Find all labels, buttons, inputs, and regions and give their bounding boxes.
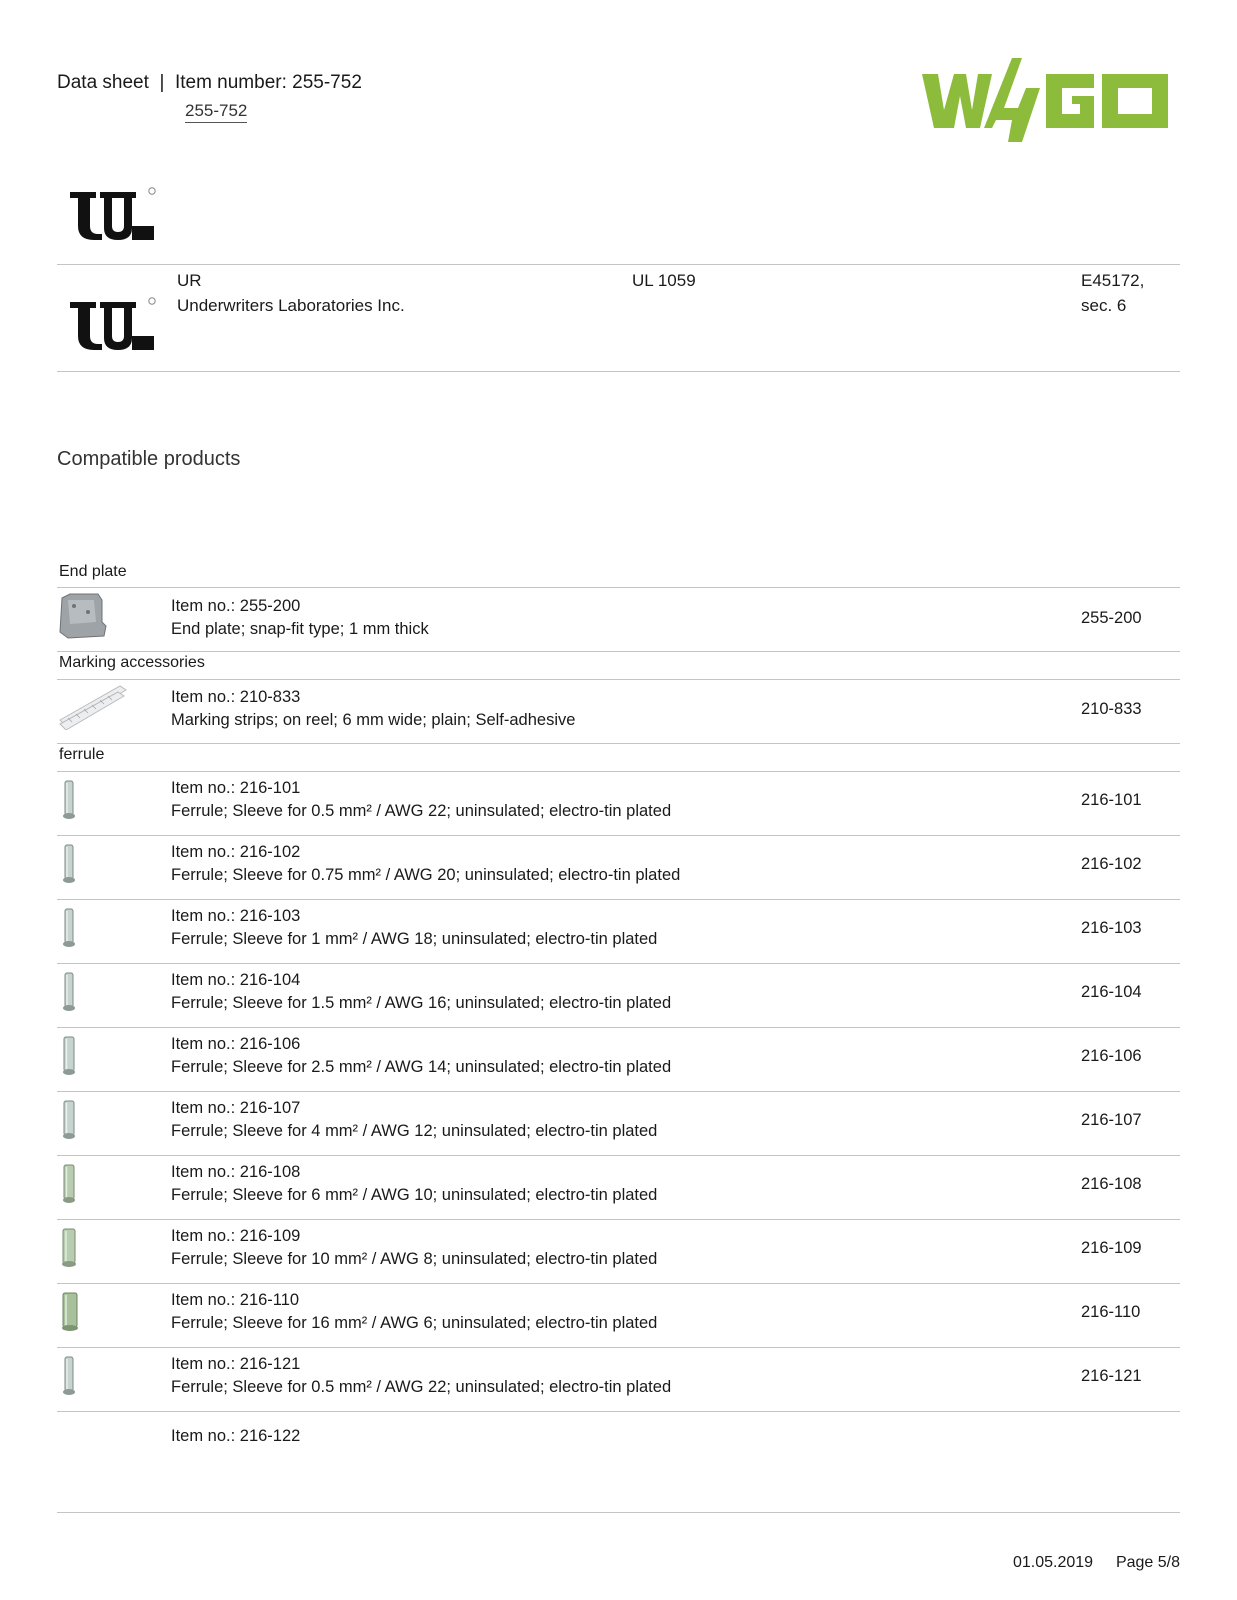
- certificate-file-section: sec. 6: [1081, 296, 1127, 315]
- item-code-link[interactable]: 216-110: [1081, 1303, 1141, 1321]
- divider: [57, 1027, 1180, 1028]
- item-number: Item no.: 216-107: [171, 1099, 301, 1117]
- divider: [57, 1155, 1180, 1156]
- ferrule-icon: [58, 1227, 80, 1269]
- item-description: Ferrule; Sleeve for 4 mm² / AWG 12; uninsulated; electro-tin plated: [171, 1122, 658, 1140]
- ferrule-icon: [58, 907, 80, 949]
- divider: [57, 899, 1180, 900]
- item-code-link[interactable]: 216-107: [1081, 1111, 1142, 1129]
- item-number: Item no.: 216-102: [171, 843, 301, 861]
- ul-recognized-icon: [66, 296, 158, 352]
- certificate-issuer: Underwriters Laboratories Inc.: [177, 296, 405, 315]
- marking-strip-icon: [58, 684, 128, 730]
- item-description: Ferrule; Sleeve for 0.5 mm² / AWG 22; uninsulated; electro-tin plated: [171, 1378, 672, 1396]
- divider: [57, 651, 1180, 652]
- divider: [57, 1283, 1180, 1284]
- divider: [57, 835, 1180, 836]
- ferrule-icon: [58, 971, 80, 1013]
- item-description: Marking strips; on reel; 6 mm wide; plain; Self-adhesive: [171, 711, 576, 729]
- divider: [57, 963, 1180, 964]
- divider: [57, 1091, 1180, 1092]
- item-description: Ferrule; Sleeve for 6 mm² / AWG 10; uninsulated; electro-tin plated: [171, 1186, 658, 1204]
- item-description: End plate; snap-fit type; 1 mm thick: [171, 620, 429, 638]
- end-plate-icon: [58, 592, 108, 640]
- item-code-link[interactable]: 210-833: [1081, 700, 1142, 718]
- group-label-end-plate: End plate: [59, 563, 127, 580]
- divider: [57, 743, 1180, 744]
- item-code-link[interactable]: 216-104: [1081, 983, 1142, 1001]
- certificate-file-number: E45172,: [1081, 271, 1145, 290]
- group-label-ferrule: ferrule: [59, 746, 105, 763]
- item-code-link[interactable]: 216-109: [1081, 1239, 1142, 1257]
- ferrule-icon: [58, 1163, 80, 1205]
- item-number: Item no.: 210-833: [171, 688, 301, 706]
- ferrule-icon: [58, 779, 80, 821]
- divider: [57, 679, 1180, 680]
- ferrule-icon: [58, 1099, 80, 1141]
- item-number: Item no.: 216-108: [171, 1163, 301, 1181]
- footer-divider: [57, 1512, 1180, 1513]
- divider: [57, 1219, 1180, 1220]
- ferrule-icon: [58, 843, 80, 885]
- section-heading: Compatible products: [57, 448, 241, 470]
- ul-recognized-icon: [66, 186, 158, 242]
- item-code-link[interactable]: 255-200: [1081, 609, 1142, 627]
- item-description: Ferrule; Sleeve for 1 mm² / AWG 18; uninsulated; electro-tin plated: [171, 930, 658, 948]
- item-code-link[interactable]: 216-102: [1081, 855, 1142, 873]
- item-number: Item no.: 216-101: [171, 779, 301, 797]
- item-number: Item no.: 216-106: [171, 1035, 301, 1053]
- divider: [57, 1411, 1180, 1412]
- item-number: Item no.: 216-103: [171, 907, 301, 925]
- item-description: Ferrule; Sleeve for 10 mm² / AWG 8; uninsulated; electro-tin plated: [171, 1250, 658, 1268]
- group-label-marking-accessories: Marking accessories: [59, 654, 205, 671]
- divider: [57, 587, 1180, 588]
- ferrule-icon: [58, 1291, 82, 1333]
- certificate-standard: UL 1059: [632, 271, 696, 290]
- footer-page-number: Page 5/8: [1115, 1554, 1180, 1571]
- ferrule-icon: [58, 1035, 80, 1077]
- item-code-link[interactable]: 216-106: [1081, 1047, 1142, 1065]
- item-code-link[interactable]: 216-108: [1081, 1175, 1142, 1193]
- item-description: Ferrule; Sleeve for 1.5 mm² / AWG 16; uninsulated; electro-tin plated: [171, 994, 672, 1012]
- item-number: Item no.: 216-122: [171, 1427, 301, 1445]
- divider: [57, 371, 1180, 372]
- wago-logo: [922, 58, 1177, 142]
- item-description: Ferrule; Sleeve for 0.75 mm² / AWG 20; uninsulated; electro-tin plated: [171, 866, 681, 884]
- item-code-link[interactable]: 216-103: [1081, 919, 1142, 937]
- divider: [57, 1347, 1180, 1348]
- footer: [1013, 1554, 1180, 1572]
- item-number: Item no.: 216-121: [171, 1355, 301, 1373]
- item-code-link[interactable]: 216-121: [1081, 1367, 1142, 1385]
- footer-date: 01.05.2019: [1012, 1554, 1094, 1571]
- item-number: Item no.: 255-200: [171, 597, 301, 615]
- item-description: Ferrule; Sleeve for 16 mm² / AWG 6; uninsulated; electro-tin plated: [171, 1314, 658, 1332]
- item-number: Item no.: 216-104: [171, 971, 301, 989]
- item-description: Ferrule; Sleeve for 0.5 mm² / AWG 22; uninsulated; electro-tin plated: [171, 802, 672, 820]
- ferrule-icon: [58, 1355, 80, 1397]
- page-title: Data sheet | Item number: 255-752: [57, 72, 362, 93]
- item-number: Item no.: 216-110: [171, 1291, 300, 1309]
- item-description: Ferrule; Sleeve for 2.5 mm² / AWG 14; uninsulated; electro-tin plated: [171, 1058, 672, 1076]
- divider: [57, 771, 1180, 772]
- item-code-link[interactable]: 216-101: [1081, 791, 1142, 809]
- item-number: Item no.: 216-109: [171, 1227, 301, 1245]
- item-number-link[interactable]: 255-752: [185, 101, 247, 123]
- certificate-name: UR: [177, 271, 202, 290]
- divider: [57, 264, 1180, 265]
